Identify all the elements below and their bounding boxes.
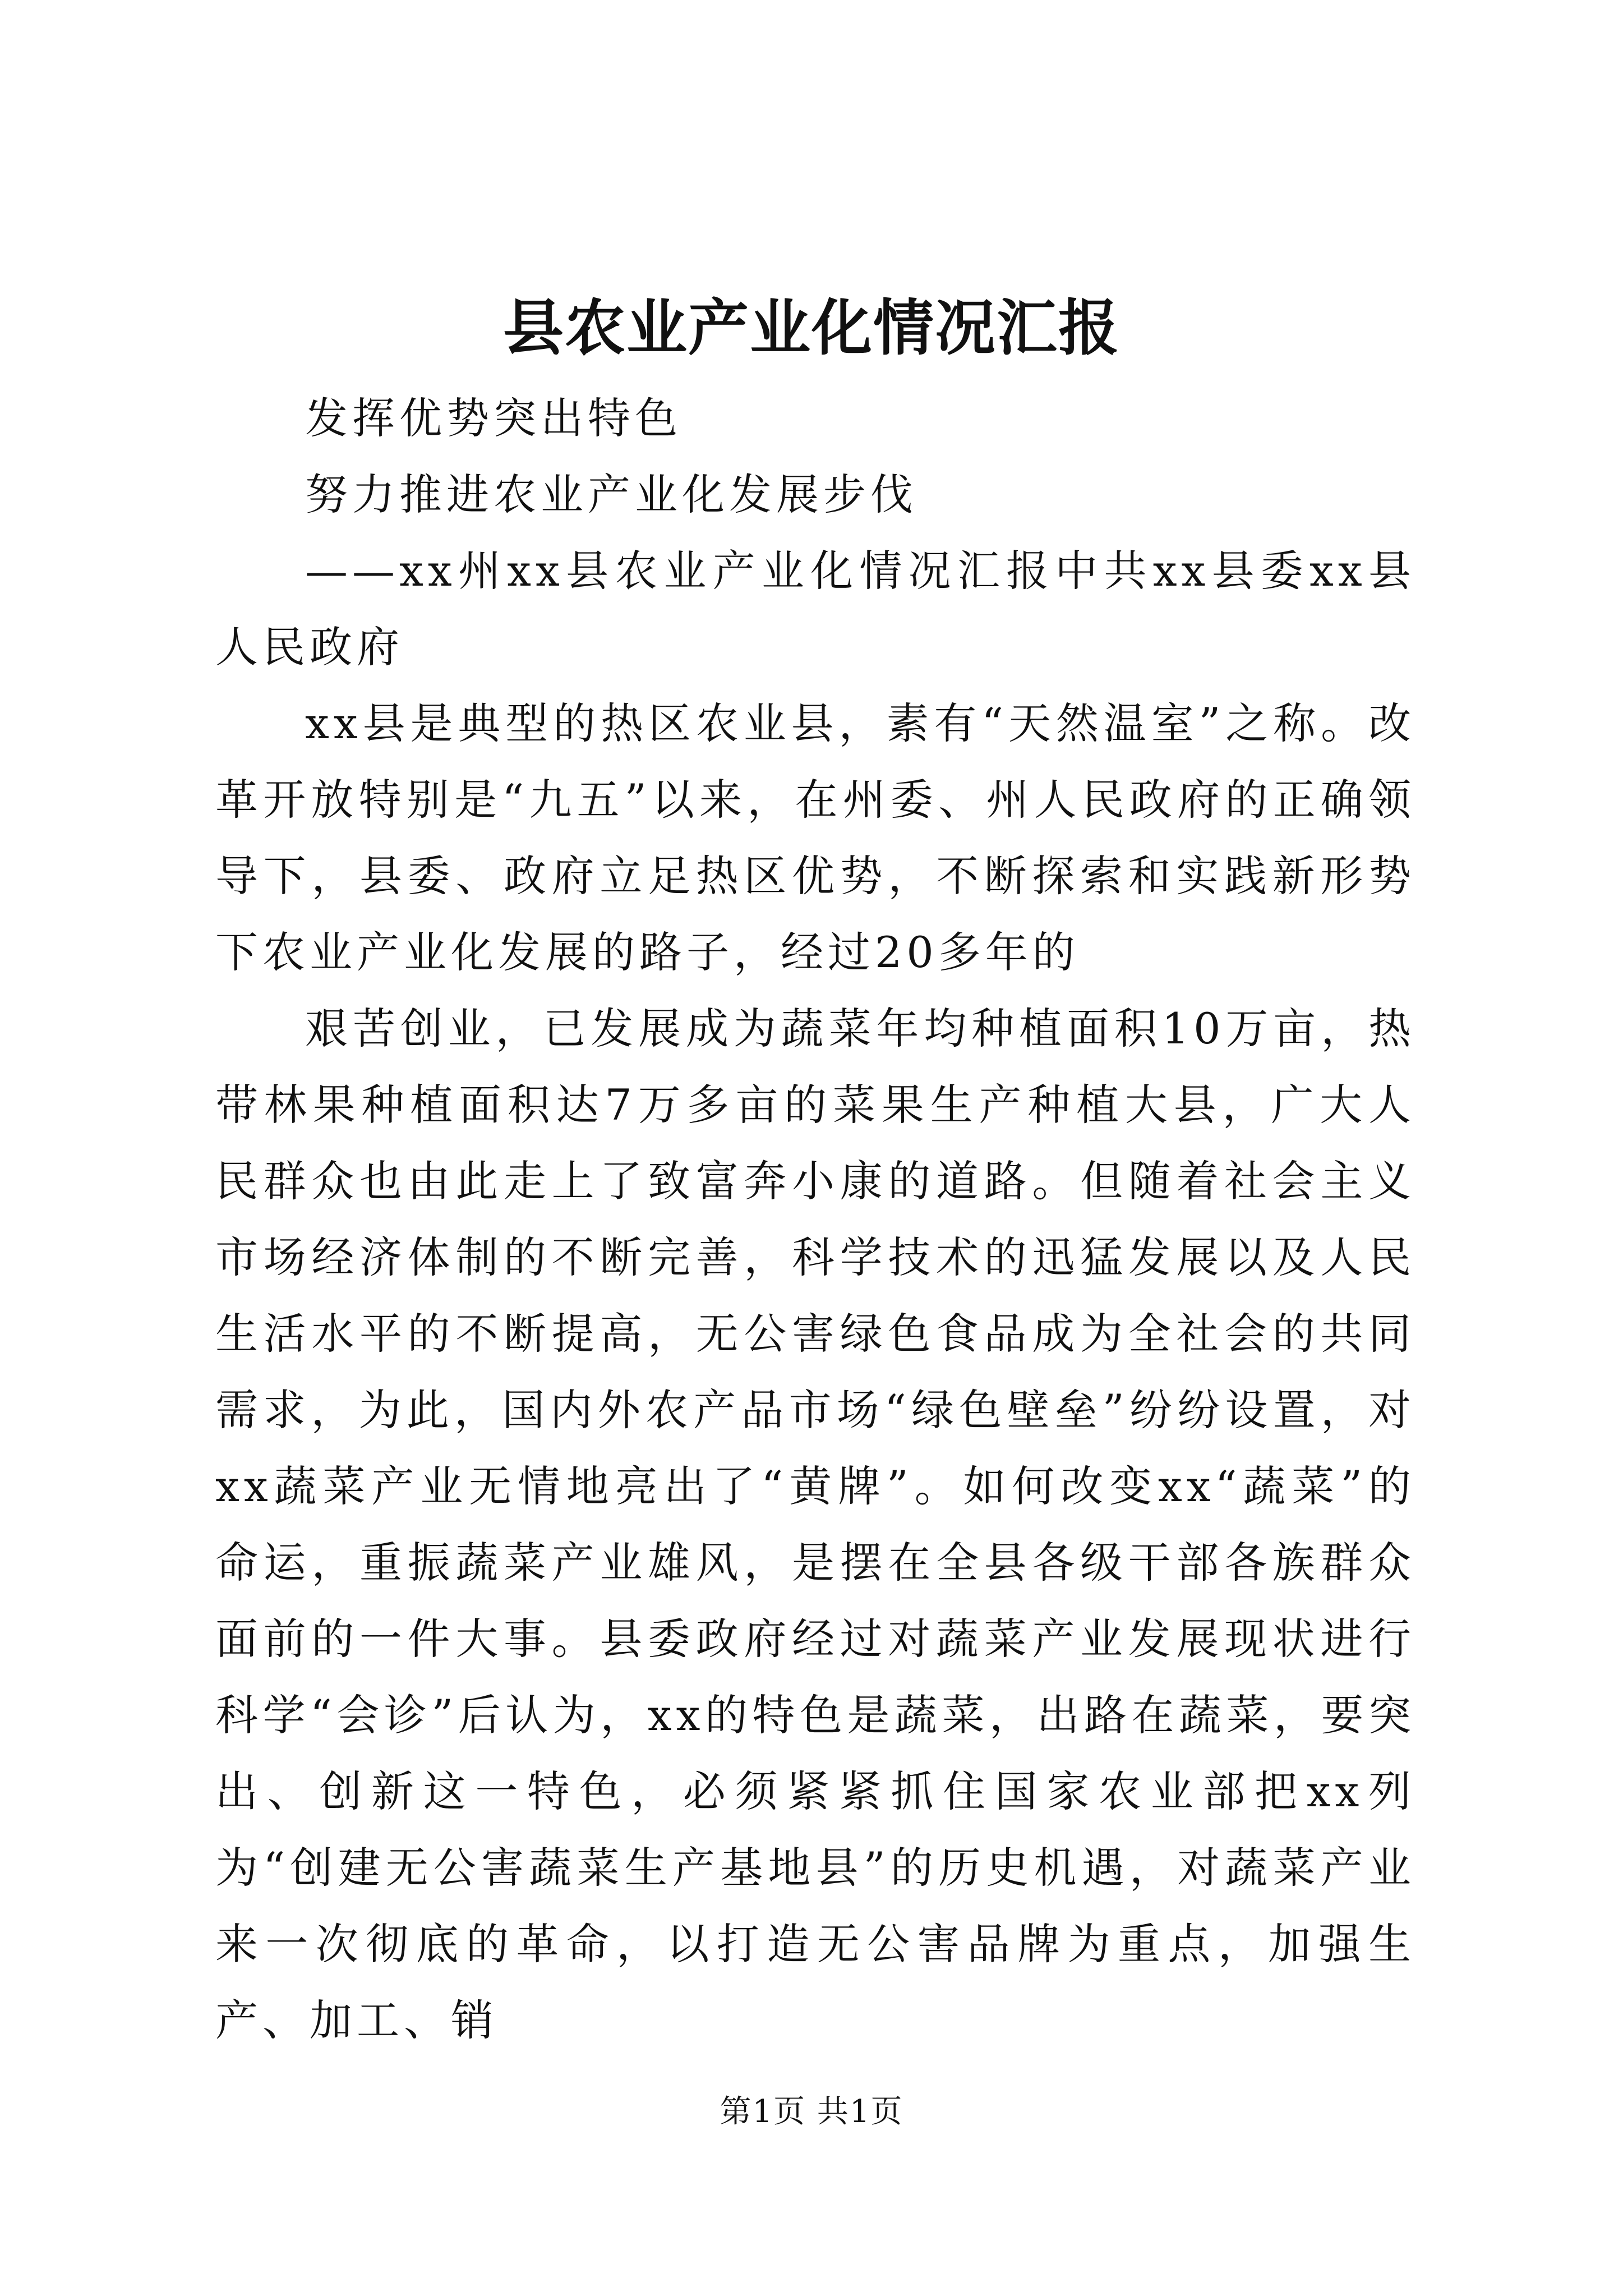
body-paragraph-1: xx县是典型的热区农业县，素有“天然温室”之称。改革开放特别是“九五”以来，在州委、州人民政府的正确领导下，县委、政府立足热区优势，不断探索和实践新形势下农业产业化发展的路子，经过20多年的 [215,698,1415,977]
body-paragraph-2: 艰苦创业，已发展成为蔬菜年均种植面积10万亩，热带林果种植面积达7万多亩的菜果生产种植大县，广大人民群众也由此走上了致富奔小康的道路。但随着社会主义市场经济体制的不断完善，科学技术的迅猛发展以及人民生活水平的不断提高，无公害绿色食品成为全社会的共同需求，为此，国内外农产品市场“绿色壁垒”纷纷设置，对xx蔬菜产业无情地亮出了“黄牌”。如何改变xx“蔬菜”的命运，重振蔬菜产业雄风，是摆在全县各级干部各族群众面前的一件大事。县委政府经过对蔬菜产业发展现状进行科学“会诊”后认为，xx的特色是蔬菜，出路在蔬菜，要突出、创新这一特色，必须紧紧抓住国家农业部把xx列为“创建无公害蔬菜生产基地县”的历史机遇，对蔬菜产业来一次彻底的革命，以打造无公害品牌为重点，加强生产、加工、销 [215,1004,1415,2045]
document-body [215,380,1415,2059]
subtitle-line-1: 发挥优势突出特色 [305,393,682,443]
subtitle-line-3: ——xx州xx县农业产业化情况汇报中共xx县委xx县人民政府 [215,546,1415,672]
document-title: 县农业产业化情况汇报 [502,293,1120,364]
page-footer: 第1页 共1页 [720,2093,903,2130]
subtitle-line-2: 努力推进农业产业化发展步伐 [305,470,917,519]
